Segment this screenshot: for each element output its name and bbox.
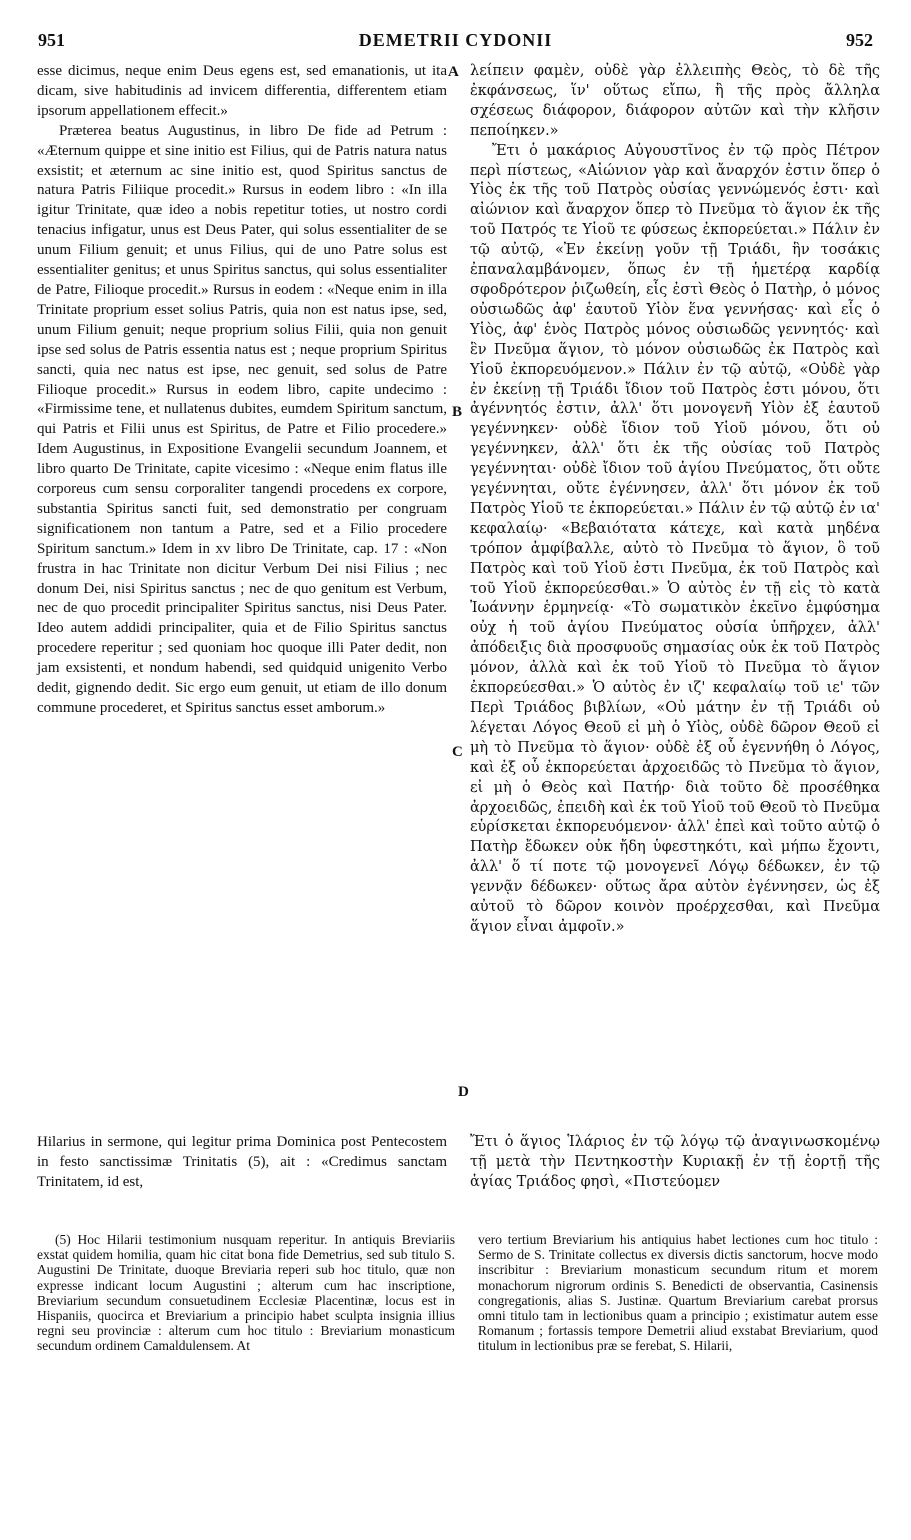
greek-paragraph-1: λείπειν φαμὲν, οὐδὲ γὰρ ἐλλειπὴς Θεὸς, τὸ δὲ τῆς ἐκφάνσεως, ἵν' οὕτως εἴπω, ἢ τῆς πρὸς ἄλληλα σχέσεως διάφορον, διάφορον αὐτῶν καὶ τὴν κλῆσιν πεποίηκεν.» xyxy=(470,63,880,139)
greek-hilary-text: Ἔτι ὁ ἅγιος Ἱλάριος ἐν τῷ λόγῳ τῷ ἀναγινωσκομένῳ τῇ μετὰ τὴν Πεντηκοστὴν Κυριακῇ ἐν τῇ ἑορτῇ τῆς ἁγίας Τριάδος φησὶ, «Πιστεύομεν xyxy=(470,1134,880,1190)
margin-marker-a: A xyxy=(448,64,459,80)
latin-column xyxy=(37,62,447,719)
margin-marker-c: C xyxy=(452,744,463,760)
left-page-number: 951 xyxy=(38,30,65,50)
margin-marker-b: B xyxy=(452,404,463,420)
running-header xyxy=(0,30,911,56)
footnote-left-text: (5) Hoc Hilarii testimonium nusquam reperitur. In antiquis Breviariis exstat quidem homilia, quam hic citat bona fide Demetrius, sed sub titulo S. Augustini De Trinitate, duoque Breviaria reperi sub hoc titulo, quæ non expresse indicant locum Augustini ; alterum cum hac inscriptione, Breviarium secundum consuetudinem Ecclesiæ Placentinæ, locus est in Hispaniis, quocirca et Breviarium a principio habet sculpta insignia illius regni seu provinciæ : alterum cum hoc titulo : Breviarium monasticum secundum ordinem Camaldulensem. At xyxy=(37,1232,455,1354)
latin-paragraph-1: esse dicimus, neque enim Deus egens est, sed emanationis, ut ita dicam, sive habitudinis ad invicem differentia, differentem etiam ipsorum appellationem effecit.» xyxy=(37,63,447,119)
greek-paragraph-2: Ἔτι ὁ μακάριος Αὐγουστῖνος ἐν τῷ πρὸς Πέτρον περὶ πίστεως, «Αἰώνιον γὰρ καὶ ἄναρχόν ἐστιν ὅπερ ὁ Υἱὸς ἐκ τῆς τοῦ Πατρὸς οὐσίας γεννώμενός ἐστι· καὶ αἰώνιον καὶ ἄναρχον ὅπερ τὸ Πνεῦμα τὸ ἅγιον ἐκ τῆς τοῦ Πατρός τε Υἱοῦ τε φύσεως ἐκπορεύεται.» Πάλιν ἐν τῷ αὐτῷ, «Ἐν ἐκείνῃ γοῦν τῇ Τριάδι, ἣν τοσάκις ἐπαναλαμβάνομεν, ὅπως ἐν τῇ ἡμετέρᾳ καρδίᾳ σφοδρότερον ῥιζωθείη, εἷς ἐστὶ Θεὸς ὁ Πατὴρ, ὁ μόνος οὐσιωδῶς ἀφ' ἑαυτοῦ Υἱὸν ἕνα γεννήσας· καὶ εἷς ὁ Υἱὸς, ἀφ' ἑνὸς Πατρὸς μόνος οὐσιωδῶς γεννητός· καὶ ἓν Πνεῦμα ἅγιον, τὸ μόνον οὐσιωδῶς ἐκ Πατρὸς καὶ Υἱοῦ ἐκπορευόμενον.» Πάλιν ἐν τῷ αὐτῷ, «Οὐδὲ γὰρ ἐν ἐκείνῃ τῇ Τριάδι ἴδιον τοῦ Πατρὸς ἐστι μόνου, ὅτι ἀγέννητός ἐστιν, ἀλλ' ὅτι μονογενῆ Υἱὸν ἐξ ἑαυτοῦ γεγέννηκεν· οὐδὲ ἴδιον τοῦ Υἱοῦ μόνου, ὅτι οὐ γεγέννηκεν, ἀλλ' ὅτι ἐκ τῆς οὐσίας τοῦ Πατρὸς γεγέννηται· οὐδὲ ἴδιον τοῦ ἁγίου Πνεύματος, ὅτι οὔτε γεγέννηται, οὔτε ἐγέννησεν, ἀλλ' ὅτι μόνον ἐκ τοῦ Πατρὸς Υἱοῦ τε ἐκπορεύεται.» Πάλιν ἐν τῷ αὐτῷ ἐν ια' κεφαλαίῳ· «Βεβαιότατα κάτεχε, καὶ κατὰ μηδένα τρόπον ἀμφίβαλλε, αὐτὸ τὸ Πνεῦμα τὸ ἅγιον, ὃ τοῦ Πατρὸς καὶ τοῦ Υἱοῦ ἐστι Πνεῦμα, ἐκ τοῦ Πατρὸς καὶ τοῦ Υἱοῦ ἐκπορεύεσθαι.» Ὁ αὐτὸς ἐν τῇ εἰς τὸ κατὰ Ἰωάννην ἑρμηνείᾳ· «Τὸ σωματικὸν ἐκεῖνο ἐμφύσημα οὐχ ἡ τοῦ ἁγίου Πνεύματος οὐσία ὑπῆρχεν, ἀλλ' ἀπόδειξις διὰ προσφυοῦς σημασίας οὐκ ἐκ τοῦ Πατρὸς μόνον, ἀλλὰ καὶ ἐκ τοῦ Υἱοῦ τὸ Πνεῦμα τὸ ἅγιον ἐκπορεύεσθαι.» Ὁ αὐτὸς ἐν ιζ' κεφαλαίῳ τοῦ ιε' τῶν Περὶ Τριάδος βιβλίων, «Οὐ μάτην ἐν τῇ Τριάδι οὐ λέγεται Λόγος Θεοῦ εἰ μὴ ὁ Υἱὸς, οὐδὲ δῶρον Θεοῦ εἰ μὴ τὸ Πνεῦμα τὸ ἅγιον· οὐδὲ ἐξ οὗ ἐγεννήθη ὁ Λόγος, καὶ ἐξ οὗ ἐκπορεύεται ἀρχοειδῶς τὸ Πνεῦμα τὸ ἅγιον, εἰ μὴ ὁ Θεὸς καὶ Πατήρ· διὰ τοῦτο δὲ προσέθηκα ἀρχοειδῶς, ἐπειδὴ καὶ ἐκ τοῦ Υἱοῦ τοῦ Θεοῦ τὸ Πνεῦμα εὑρίσκεται ἐκπορευόμενον· ἀλλ' ἐπεὶ καὶ τοῦτο αὐτῷ ὁ Πατὴρ ἔδωκεν οὐκ ἤδη ὑφεστηκότι, καὶ μήπω ἔχοντι, ἀλλ' ὅ τί ποτε τῷ μονογενεῖ Λόγῳ δέδωκεν, ἐν τῷ γεννᾷν δέδωκεν· οὕτως ἄρα αὐτὸν ἐγέννησεν, ὡς ἐξ αὐτοῦ τὸ δῶρον κοινὸν προέρχεσθαι, καὶ Πνεῦμα ἅγιον εἶναι ἀμφοῖν.» xyxy=(470,142,880,935)
margin-marker-d: D xyxy=(458,1084,469,1100)
footnote-right xyxy=(478,1232,878,1354)
greek-hilary-paragraph xyxy=(470,1133,880,1193)
right-page-number: 952 xyxy=(846,30,873,50)
greek-column xyxy=(470,62,880,938)
latin-hilary-text: Hilarius in sermone, qui legitur prima Dominica post Pentecostem in festo sanctissimæ Trinitatis (5), ait : «Credimus sanctam Trinitatem, id est, xyxy=(37,1134,447,1190)
footnote-left xyxy=(37,1232,455,1354)
running-title: DEMETRII CYDONII xyxy=(358,30,553,50)
latin-paragraph-2: Præterea beatus Augustinus, in libro De fide ad Petrum : «Æternum quippe et sine initio est Filius, qui de Patris natura natus exsistit; et æternum ac sine initio est, quod Spiritus sanctus de natura Patris Filiique procedit.» Rursus in eodem libro : «In illa igitur Trinitate, quæ ideo a nobis repetitur toties, ut nostro cordi tenacius infigatur, unus est Deus Pater, qui solus essentialiter de se unum Filium genuit; et unus Filius, qui de uno Patre solus est essentialiter genitus; et unus Spiritus sanctus, qui solus essentialiter de Patre, Filioque procedit.» Rursus in eodem : «Neque enim in illa Trinitate proprium esset solius Patris, quia non est natus ipse, sed, unum Filium genuit; neque proprium solius Filii, quia non genuit ipse sed solus de Patris essentia natus est ; neque proprium Spiritus sancti, quia nec natus est ipse, nec genuit, sed solus de Patre Filioque procedit.» Rursus in eodem libro, capite undecimo : «Firmissime tene, et nullatenus dubites, eumdem Spiritum sanctum, qui Patris et Filii unus est Spiritus, de Patre et Filio procedere.» Idem Augustinus, in Expositione Evangelii secundum Joannem, et libro quarto De Trinitate, capite vicesimo : «Neque enim flatus ille corporeus cum sensu corporaliter tangendi procedens ex corpore, substantia Spiritus sancti fuit, sed demonstratio per congruam significationem non tantum a Patre, sed et a Filio procedere Spiritum sanctum.» Idem in xv libro De Trinitate, cap. 17 : «Non frustra in hac Trinitate non dicitur Verbum Dei nisi Filius ; nec donum Dei, nisi Spiritus sanctus ; nec de quo genitum est Verbum, nec de quo procedit principaliter Spiritus sanctus, nisi Deus Pater. Ideo autem addidi principaliter, quia et de Filio Spiritus sanctus procedere reperitur ; sed quoniam hoc quoque illi Pater dedit, non jam exsistenti, et nondum habendi, sed quidquid unigenito Verbo dedit, gignendo dedit. Sic ergo eum genuit, ut etiam de illo donum commune procederet, et Spiritus sanctus esset amborum.» xyxy=(37,122,447,716)
latin-hilary-paragraph xyxy=(37,1133,447,1193)
footnote-right-text: vero tertium Breviarium his antiquius habet lectiones cum hoc titulo : Sermo de S. Trinitate collectus ex diversis dictis sanctorum, hocve modo inscribitur : Breviarium monasticum secundum ritum et morem monachorum nigrorum ordinis S. Benedicti de observantia, Casinensis congregationis, alias S. Justinæ. Quartum Breviarium carebat prorsus omni titulo tam in lectionibus quam a principio ; existimatur autem esse Romanum ; fortassis tempore Demetrii aliud exstabat Breviarium, quod titulum in lectionibus præ se ferebat, S. Hilarii, xyxy=(478,1232,878,1354)
